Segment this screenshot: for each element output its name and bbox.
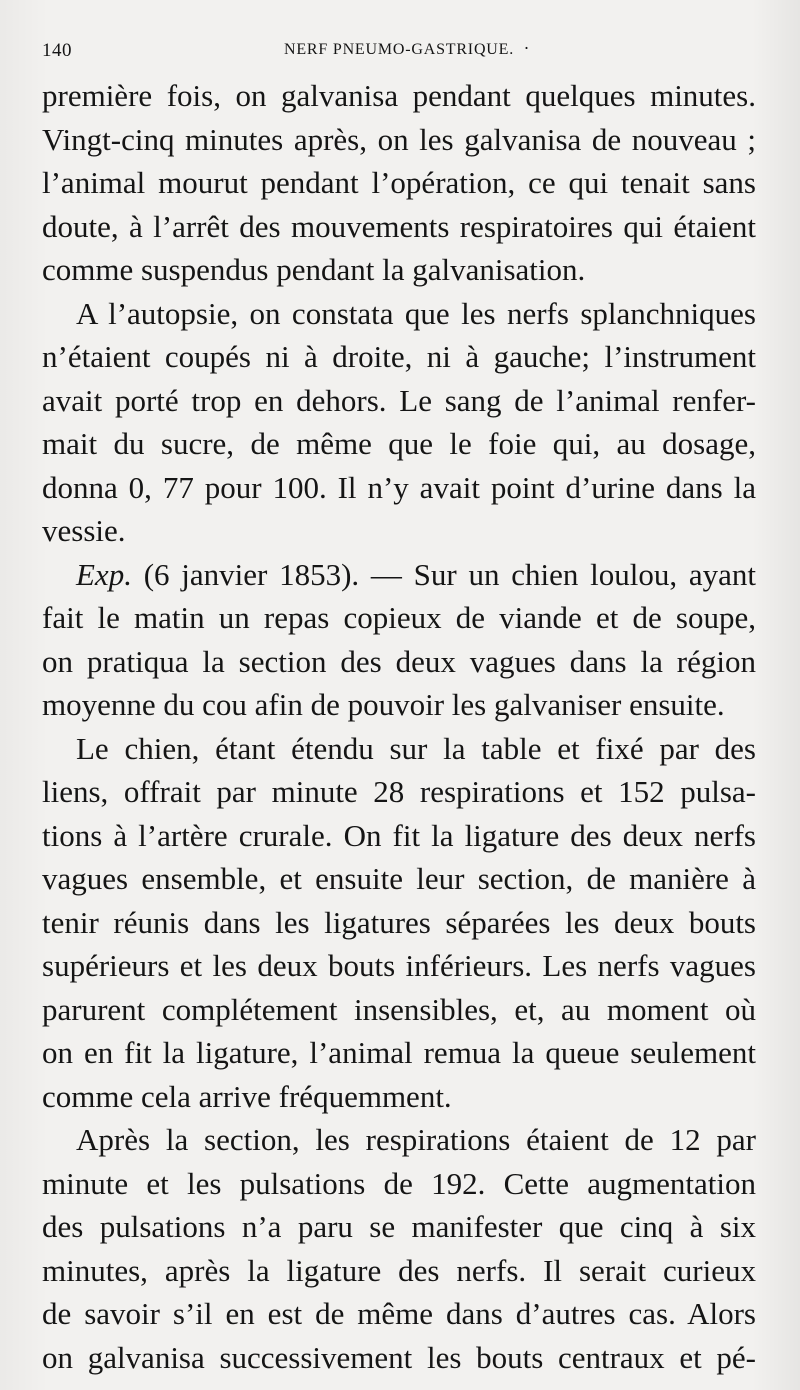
text-line: parurent complétement insensibles, et, au moment où xyxy=(42,991,756,1027)
paragraph-1 xyxy=(42,74,756,292)
experiment-heading-text: (6 janvier 1853). — Sur un chien loulou, ayant xyxy=(131,556,756,592)
text-line: des pulsations n’a paru se manifester que cinq à six xyxy=(42,1209,756,1244)
text-line: comme suspendus pendant la galvanisation. xyxy=(42,252,586,287)
paragraph-4 xyxy=(42,727,756,1119)
text-line: mait du sucre, de même que le foie qui, au dosage, xyxy=(42,426,756,461)
text-line: minute et les pulsations de 192. Cette augmentation xyxy=(42,1165,756,1201)
text-line: doute, à l’arrêt des mouvements respiratoires qui étaient xyxy=(42,208,756,244)
text-line: fait le matin un repas copieux de viande et de soupe, xyxy=(42,600,756,635)
text-line: l’animal mourut pendant l’opération, ce qui tenait sans xyxy=(42,165,756,200)
header-dot: · xyxy=(523,38,530,58)
paragraph-3 xyxy=(42,553,756,727)
running-title: NERF PNEUMO-GASTRIQUE. xyxy=(283,41,515,58)
text-line: Après la section, les respirations étaient de 12 par xyxy=(76,1122,756,1157)
text-line: première fois, on galvanisa pendant quelques minutes. xyxy=(42,78,756,113)
text-line: on galvanisa successivement les bouts centraux et pé- xyxy=(42,1339,756,1375)
text-line: on pratiqua la section des deux vagues dans la région xyxy=(42,643,756,679)
text-line xyxy=(42,553,756,597)
running-head xyxy=(42,36,756,66)
text-line: vagues ensemble, et ensuite leur section, de manière à xyxy=(42,861,756,896)
text-line: moyenne du cou afin de pouvoir les galvaniser ensuite. xyxy=(42,687,725,722)
paragraph-5 xyxy=(42,1118,756,1379)
text-line: Vingt-cinq minutes après, on les galvanisa de nouveau ; xyxy=(42,121,756,157)
body-text xyxy=(42,74,756,1379)
text-line: minutes, après la ligature des nerfs. Il serait curieux xyxy=(42,1252,756,1288)
text-line: A l’autopsie, on constata que les nerfs splanchniques xyxy=(76,295,756,331)
text-line: tenir réunis dans les ligatures séparées les deux bouts xyxy=(42,904,756,940)
text-line: liens, offrait par minute 28 respirations et 152 pulsa- xyxy=(42,774,756,809)
text-line: comme cela arrive fréquemment. xyxy=(42,1078,452,1114)
text-line: supérieurs et les deux bouts inférieurs. Les nerfs vagues xyxy=(42,948,756,983)
text-line: Le chien, étant étendu sur la table et fixé par des xyxy=(76,730,756,766)
text-line: tions à l’artère crurale. On fit la ligature des deux nerfs xyxy=(42,817,756,853)
text-line: vessie. xyxy=(42,513,126,548)
text-line: donna 0, 77 pour 100. Il n’y avait point d’urine dans la xyxy=(42,469,756,505)
page-number: 140 xyxy=(42,40,72,61)
text-line: de savoir s’il en est de même dans d’autres cas. Alors xyxy=(42,1296,756,1331)
text-line: on en fit la ligature, l’animal remua la queue seulement xyxy=(42,1035,756,1070)
text-line: n’étaient coupés ni à droite, ni à gauche; l’instrument xyxy=(42,339,756,374)
text-line: avait porté trop en dehors. Le sang de l’animal renfer- xyxy=(42,382,756,418)
experiment-label: Exp. xyxy=(76,556,132,592)
paragraph-2 xyxy=(42,292,756,553)
